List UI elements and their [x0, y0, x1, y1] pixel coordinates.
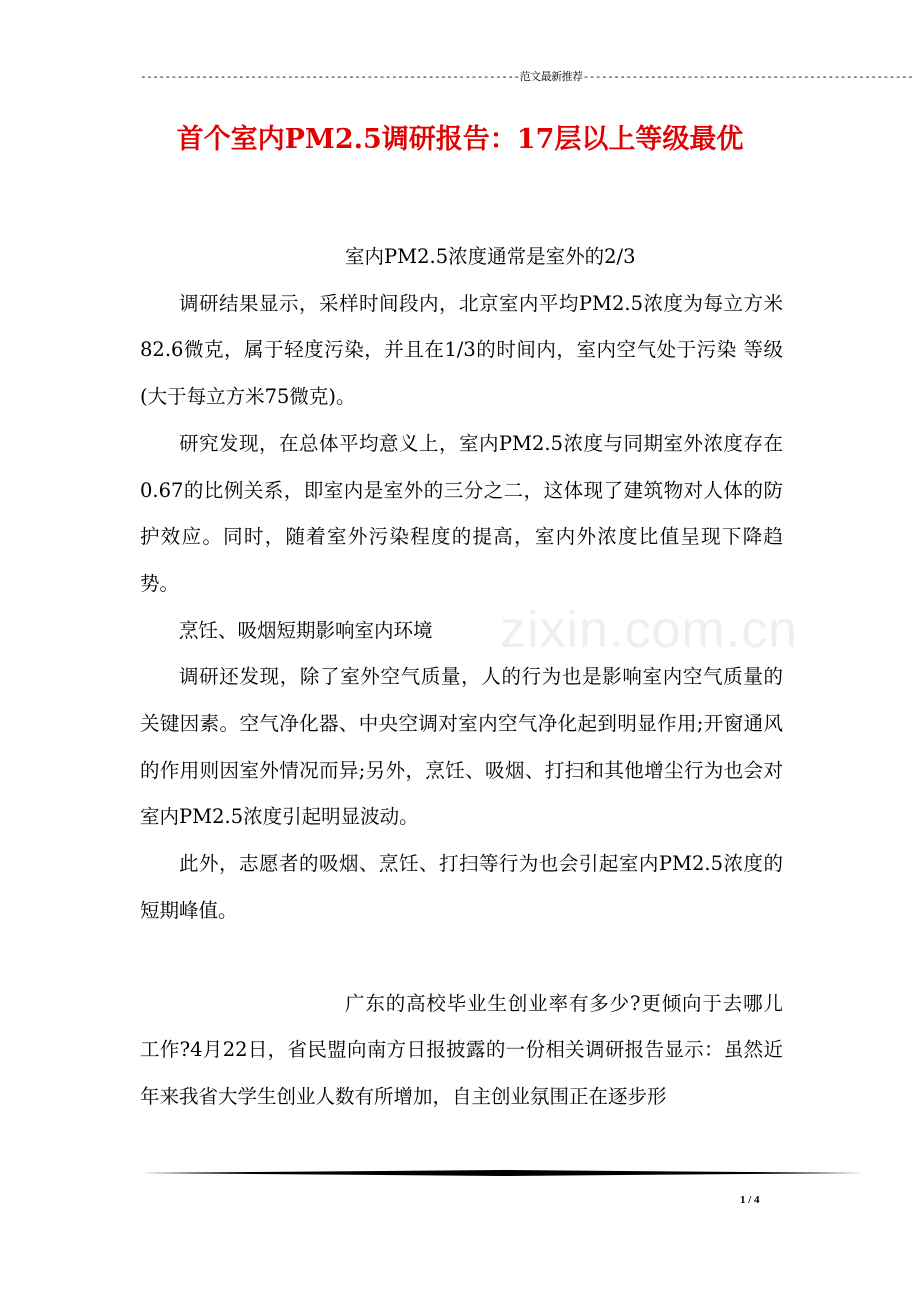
paragraph: 广东的高校毕业生创业率有多少?更倾向于去哪儿工作?4月22日，省民盟向南方日报披露的一份相关调研报告显示：虽然近年来我省大学生创业人数有所增加，自主创业氛围正在逐步形 — [140, 991, 783, 1108]
paragraph: 此外，志愿者的吸烟、烹饪、打扫等行为也会引起室内PM2.5浓度的短期峰值。 — [140, 852, 783, 922]
watermark: zixin.com.cn — [500, 601, 799, 659]
paragraph-gap — [140, 935, 783, 981]
section-heading: 烹饪、吸烟短期影响室内环境 — [179, 618, 433, 642]
document-title: 首个室内PM2.5调研报告：17层以上等级最优 — [176, 124, 744, 155]
page-number: 1 / 4 — [740, 1194, 760, 1206]
paragraph: 调研结果显示，采样时间段内，北京室内平均PM2.5浓度为每立方米82.6微克，属于轻度污染，并且在1/3的时间内，室内空气处于污染 等级(大于每立方米75微克)。 — [140, 291, 783, 409]
section-heading: 室内PM2.5浓度通常是室外的2/3 — [345, 245, 636, 268]
paragraph: 调研还发现，除了室外空气质量，人的行为也是影响室内空气质量的关键因素。空气净化器、中央空调对室内空气净化起到明显作用;开窗通风的作用则因室外情况而异;另外，烹饪、吸烟、打扫和其他增尘行为也会对室内PM2.5浓度引起明显波动。 — [140, 665, 783, 829]
footer-rule — [140, 1170, 864, 1176]
document-body — [140, 234, 783, 1121]
page-header: --------------------------------------------------------------范文最新推荐------------------------------------------------------ — [140, 70, 914, 83]
paragraph: 研究发现，在总体平均意义上，室内PM2.5浓度与同期室外浓度存在0.67的比例关系，即室内是室外的三分之二，这体现了建筑物对人体的防护效应。同时，随着室外污染程度的提高，室内外浓度比值呈现下降趋势。 — [140, 431, 783, 595]
